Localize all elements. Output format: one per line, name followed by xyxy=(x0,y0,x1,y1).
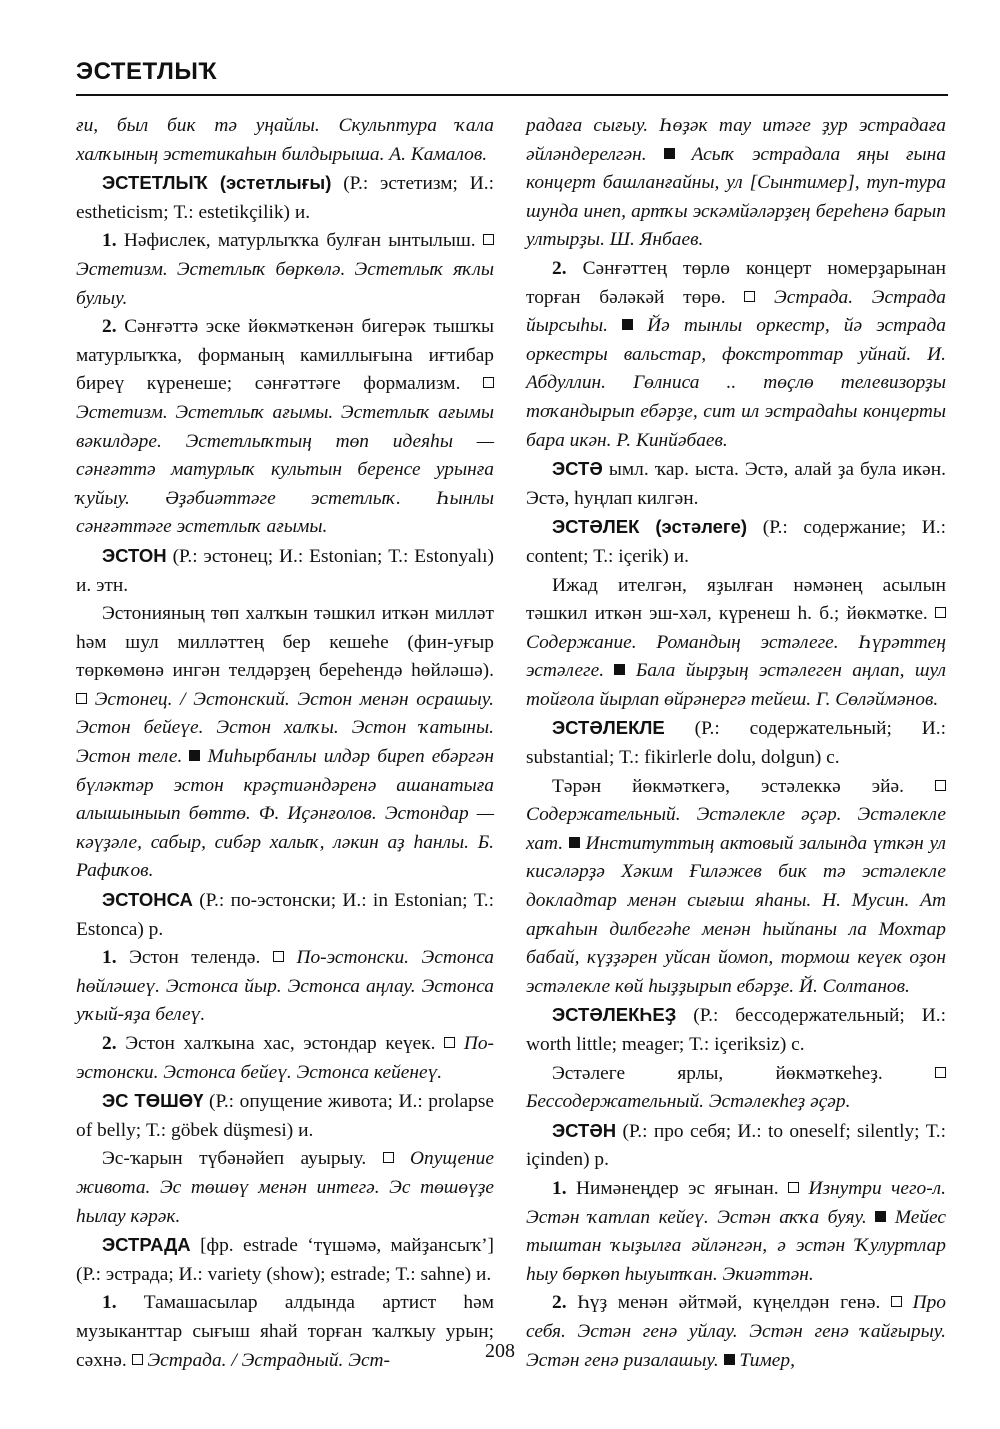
black-square-icon xyxy=(664,148,675,159)
white-square-icon xyxy=(483,234,494,245)
sense-2: 2. Эстон халҡына хас, эстондар кеүек. По-эстонски. Эстонса бейеү. Эстонса кейенеү. xyxy=(76,1033,494,1083)
black-square-icon xyxy=(569,837,580,848)
definition: Эс-ҡарын түбәнәйеп ауырыу. Опущение живота. Эс төшөү менән интегә. Эс төшөүҙе һылау кәрәк. xyxy=(76,1148,494,1227)
black-square-icon xyxy=(622,319,633,330)
entry-continuation: радаға сығыу. Һөҙәк тау итәге ҙур эстрадаға әйләндерелгән. Асыҡ эстрадала яңы ғына концерт башланғайны, ул [Сынтимер], туп-тура шунда инеп, артҡы эскәмйәләрҙең береһенә барып ултырҙы. Ш. Янбаев. xyxy=(526,115,946,251)
entry-estetlyk: ЭСТЕТЛЫҠ (эстетлығы) (Р.: эстетизм; И.: estheticism; Т.: estetikçilik) и. xyxy=(76,172,494,223)
white-square-icon xyxy=(788,1182,799,1193)
black-square-icon xyxy=(875,1211,886,1222)
headword: ЭСТӘН xyxy=(552,1119,617,1141)
white-square-icon xyxy=(383,1152,394,1163)
white-square-icon xyxy=(483,377,494,388)
headword: ЭС ТӨШӨҮ xyxy=(102,1090,204,1112)
definition: Тәрән йөкмәткегә, эстәлеккә эйә. Содержательный. Эстәлекле әҫәр. Эстәлекле хат. Институттың актовый залында үткән ул кисәләрҙә Хәким Ғиләжев бик тә эстәлекле докладтар менән сығыш яһаны. Н. Мусин. Ат арҡаһын дилбегәһе менән һыйпаны ла Мохтар бабай, күҙҙәрен уйсан йомоп, тормош кеүек оҙон эстәлекле көй һыҙҙырып ебәрҙе. Й. Солтанов. xyxy=(526,775,946,997)
page-number: 208 xyxy=(485,1340,515,1362)
running-head: ЭСТЕТЛЫҠ xyxy=(76,58,218,85)
entry-es-toshou: ЭС ТӨШӨҮ (Р.: опущение живота; И.: prolapse of belly; Т.: göbek düşmesi) и. xyxy=(76,1090,494,1141)
headword: ЭСТОН xyxy=(102,544,167,566)
sense-1: 1. Нәфислек, матурлыҡҡа булған ынтылыш. Эстетизм. Эстетлыҡ бөркөлә. Эстетлыҡ яҡлы булыу. xyxy=(76,230,494,309)
white-square-icon xyxy=(935,780,946,791)
headword: ЭСТӘЛЕКЛЕ xyxy=(552,717,665,739)
white-square-icon xyxy=(891,1296,902,1307)
white-square-icon xyxy=(76,693,87,704)
sense-2: 2. Сәнғәттең төрлө концерт номерҙарынан торған бәләкәй төрө. Эстрада. Эстрада йырсыһы. Йә тынлы оркестр, йә эстрада оркестры вальстар, фокстроттар уйнай. И. Абдуллин. Гөлниса .. төҫлө телевизорҙы тоҡандырып ебәрҙе, сит ил эстрадаһы концерты бара икән. Р. Кинйәбаев. xyxy=(526,257,947,451)
black-square-icon xyxy=(614,664,625,675)
page-header xyxy=(76,58,948,96)
black-square-icon xyxy=(189,750,200,761)
white-square-icon xyxy=(935,607,946,618)
sense-2: 2. Һүҙ менән әйтмәй, күңелдән генә. Про себя. Эстән генә уйлау. Эстән генә ҡайғырыу. Эстән генә ризалашыу. Тимер, xyxy=(526,1292,947,1371)
entry-estalekhez: ЭСТӘЛЕКҺЕҘ (Р.: бессодержательный; И.: worth little; meager; Т.: içeriksiz) с. xyxy=(526,1004,946,1055)
headword: ЭСТӘ xyxy=(552,458,603,480)
sense-1: 1. Тамашасылар алдында артист һәм музыканттар сығыш яһай торған ҡалҡыу урын; сәхнә. Эстрада. / Эстрадный. Эст- xyxy=(76,1292,494,1371)
headword: ЭСТӘЛЕКҺЕҘ xyxy=(552,1004,677,1026)
headword: ЭСТӘЛЕК (эстәлеге) xyxy=(552,516,748,538)
entry-continuation: ғи, был бик тә уңайлы. Скульптура ҡала халҡының эстетикаһын билдырыша. А. Камалов. xyxy=(76,115,494,165)
entry-estonsa: ЭСТОНСА (Р.: по-эстонски; И.: in Estonian; Т.: Estonca) р. xyxy=(76,889,494,940)
entry-estalek: ЭСТӘЛЕК (эстәлеге) (Р.: содержание; И.: content; Т.: içerik) и. xyxy=(526,516,946,567)
definition: Ижад ителгән, яҙылған нәмәнең асылын тәшкил иткән эш-хәл, күренеш һ. б.; йөкмәтке. Содержание. Романдың эстәлеге. Һүрәттең эстәлеге. Бала йырҙың эстәлеген аңлап, шул тойғола йырлап өйрәнергә тейеш. Г. Сөләймәнов. xyxy=(526,574,946,710)
white-square-icon xyxy=(744,291,755,302)
entry-estan: ЭСТӘН (Р.: про себя; И.: to oneself; silently; Т.: içinden) р. xyxy=(526,1119,946,1171)
white-square-icon xyxy=(935,1067,946,1078)
right-column xyxy=(526,112,946,1375)
entry-estalekle: ЭСТӘЛЕКЛЕ (Р.: содержательный; И.: substantial; Т.: fikirlerle dolu, dolgun) с. xyxy=(526,717,946,769)
entry-estrada: ЭСТРАДА [фр. estrade ‘түшәмә, майҙансыҡ’] (Р.: эстрада; И.: variety (show); estrade; Т.: sahne) и. xyxy=(76,1234,494,1285)
white-square-icon xyxy=(273,951,284,962)
white-square-icon xyxy=(444,1037,455,1048)
sense-1: 1. Эстон телендә. По-эстонски. Эстонса һөйләшеү. Эстонса йыр. Эстонса аңлау. Эстонса уҡый-яҙа белеү. xyxy=(76,947,494,1026)
sense-1: 1. Нимәнеңдер эс яғынан. Изнутри чего-л. Эстән ҡатлап кейеү. Эстән аҡҡа буяу. Мейес тыштан ҡыҙылға әйләнгән, ә эстән Ҡулуртлар һыу бөркөп һыуытҡан. Экиәттән. xyxy=(526,1177,946,1285)
left-column xyxy=(76,112,494,1375)
headword: ЭСТОНСА xyxy=(102,889,193,911)
definition: Эстәлеге ярлы, йөкмәткеһеҙ. Бессодержательный. Эстәлекһеҙ әҫәр. xyxy=(526,1060,946,1117)
headword: ЭСТРАДА xyxy=(102,1234,191,1256)
entry-eston: ЭСТОН (Р.: эстонец; И.: Estonian; Т.: Estonyalı) и. этн. xyxy=(76,544,494,596)
header-rule xyxy=(76,94,948,96)
sense-2: 2. Сәнғәттә эске йөкмәткенән бигерәк тышҡы матурлыҡҡа, форманың камиллығына иғтибар биреү күренеше; сәнғәттәге формализм. Эстетизм. Эстетлыҡ ағымы. Эстетлыҡ ағымы вәкилдәре. Эстетлыҡтың төп идеяһы — сәнғәттә матурлыҡ культын беренсе урынға ҡуйыу. Әҙәбиәттәге эстетлыҡ. Һынлы сәнғәттәге эстетлыҡ ағымы. xyxy=(76,316,494,538)
headword: ЭСТЕТЛЫҠ (эстетлығы) xyxy=(102,172,332,194)
definition: Эстонияның төп халҡын тәшкил иткән милләт һәм шул милләттең бер кешеһе (фин-уғыр төркөмөнә ингән телдәрҙең береһендә һөйләшә). Эстонец. / Эстонский. Эстон менән осрашыу. Эстон бейеүе. Эстон халҡы. Эстон ҡатыны. Эстон теле. Миһырбанлы илдәр биреп ебәргән бүләктәр эстон крәҫтиәндәренә ашанатыға алышыныып бөттө. Ф. Иҫәнғолов. Эстондар — кәүҙәле, сабыр, сибәр халыҡ, ләкин аҙ һанлы. Б. Рафиҡов. xyxy=(76,603,494,882)
entry-esta: ЭСТӘ ымл. ҡар. ыста. Эстә, алай ҙа була икән. Эстә, һуңлап килгән. xyxy=(526,458,946,509)
